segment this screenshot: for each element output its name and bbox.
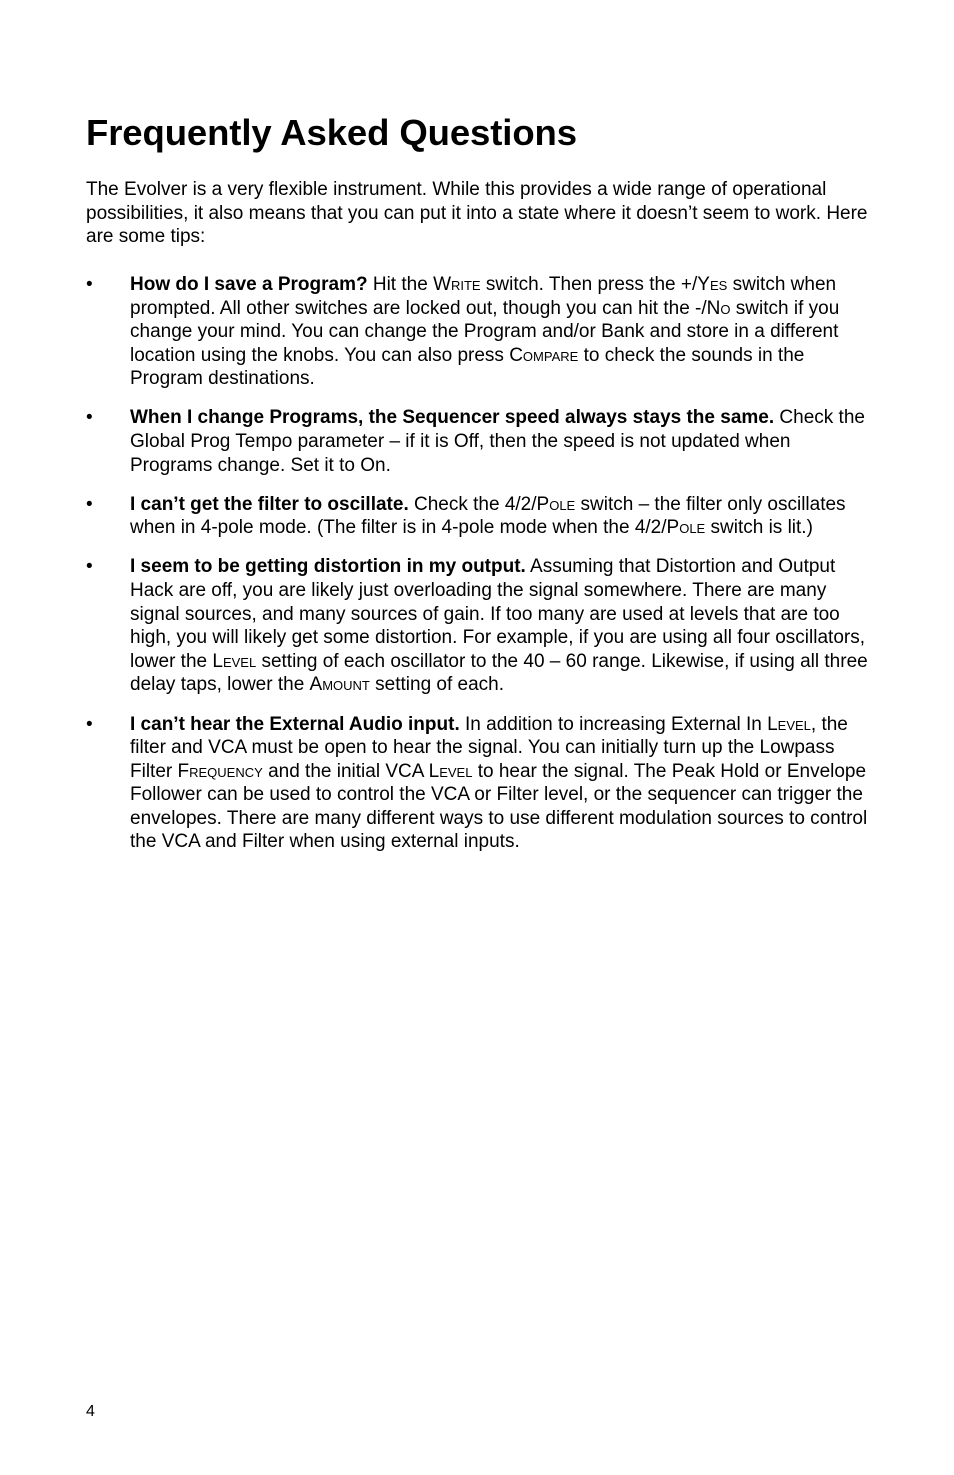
faq-answer-text: switch – the filter only oscillates when in 4-pole mode. (The filter is in 4-pole mode when the 4/2/ bbox=[130, 493, 846, 539]
parameter-name: Level bbox=[212, 650, 257, 672]
faq-answer-text: Assuming that Distortion and Output Hack are off, you are likely just overloading the signal somewhere. There are many signal sources, and many sources of gain. If too many are used at levels that are too high, you will likely get some distortion. For example, if you are using all four oscillators, lower the bbox=[130, 556, 865, 672]
faq-answer-text: Check the Global Prog Tempo parameter – if it is Off, then the speed is not updated when Programs change. Set it to On. bbox=[130, 407, 865, 476]
switch-name: Yes bbox=[697, 274, 728, 295]
bullet-icon: • bbox=[86, 713, 93, 735]
faq-answer-text: switch. Then press the +/ bbox=[480, 274, 698, 295]
switch-name: Pole bbox=[536, 493, 576, 515]
intro-paragraph: The Evolver is a very flexible instrument. While this provides a wide range of operational possibilities, it also means that you can put it into a state where it doesn’t seem to work. Here are some tips: bbox=[86, 179, 868, 248]
switch-name: Pole bbox=[666, 517, 706, 539]
faq-item bbox=[86, 406, 876, 477]
parameter-name: Level bbox=[767, 713, 811, 735]
switch-name: Compare bbox=[509, 344, 579, 366]
bullet-icon: • bbox=[86, 407, 93, 429]
faq-answer-text: In addition to increasing External In bbox=[459, 713, 768, 735]
faq-answer-text: switch is lit.) bbox=[705, 517, 813, 539]
faq-answer-text: Check the 4/2/ bbox=[408, 493, 537, 515]
bullet-icon: • bbox=[86, 274, 93, 295]
faq-question: When I change Programs, the Sequencer speed always stays the same. bbox=[130, 407, 775, 429]
faq-answer-text: , the filter and VCA must be open to hear the signal. You can initially turn up the Lowpass Filter bbox=[130, 713, 848, 782]
faq-question: How do I save a Program? bbox=[130, 274, 368, 295]
faq-answer-text: switch if you change your mind. You can change the Program and/or Bank and store in a different location using the knobs. You can also press bbox=[130, 297, 840, 366]
bullet-icon: • bbox=[86, 493, 93, 515]
faq-answer-text: and the initial VCA bbox=[262, 760, 429, 782]
page-title: Frequently Asked Questions bbox=[86, 112, 577, 153]
parameter-name: Level bbox=[428, 760, 473, 782]
faq-answer-text: switch when prompted. All other switches are locked out, though you can hit the -/ bbox=[130, 274, 837, 319]
faq-question: I can’t hear the External Audio input. bbox=[130, 713, 460, 735]
switch-name: No bbox=[706, 297, 731, 319]
faq-answer-text: Hit the bbox=[367, 274, 434, 295]
faq-item bbox=[86, 555, 876, 697]
parameter-name: Amount bbox=[309, 674, 370, 696]
parameter-name: Frequency bbox=[177, 760, 263, 782]
faq-answer-text: to hear the signal. The Peak Hold or Envelope Follower can be used to control the VCA or Filter level, or the sequencer can trigger the envelopes. There are many different ways to use different modulation sources to control the VCA and Filter when using external inputs. bbox=[130, 760, 868, 853]
faq-question: I can’t get the filter to oscillate. bbox=[130, 493, 409, 515]
faq-list bbox=[86, 273, 876, 870]
faq-answer-text: setting of each. bbox=[369, 674, 505, 696]
switch-name: Write bbox=[433, 274, 481, 295]
faq-answer-text: to check the sounds in the Program destinations. bbox=[130, 344, 805, 390]
faq-item bbox=[86, 713, 876, 855]
faq-item bbox=[86, 493, 876, 540]
bullet-icon: • bbox=[86, 556, 93, 578]
faq-item bbox=[86, 273, 876, 391]
page-number: 4 bbox=[86, 1403, 95, 1420]
faq-question: I seem to be getting distortion in my output. bbox=[130, 556, 526, 578]
faq-answer-text: setting of each oscillator to the 40 – 60 range. Likewise, if using all three delay taps, lower the bbox=[130, 650, 868, 696]
